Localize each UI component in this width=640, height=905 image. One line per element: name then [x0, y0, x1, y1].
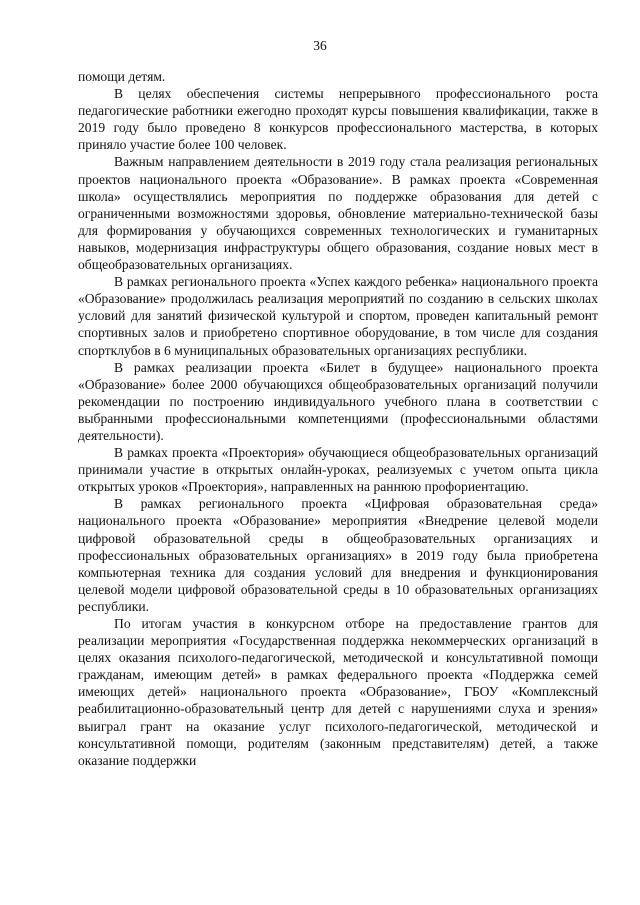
paragraph: Важным направлением деятельности в 2019 году стала реализация региональных проектов национального проекта «Образование». В рамках проекта «Современная школа» осуществлялись мероприятия по поддержке образования для детей с ограниченными возможностями здоровья, обновление материально-технической базы для формирования у обучающихся современных технологических и гуманитарных навыков, модернизация инфраструктуры общего образования, создание новых мест в общеобразовательных организациях.: [78, 154, 598, 273]
paragraph: По итогам участия в конкурсном отборе на предоставление грантов для реализации мероприятия «Государственная поддержка некоммерческих организаций в целях оказания психолого-педагогической, методической и консультативной помощи гражданам, имеющим детей» в рамках федерального проекта «Поддержка семей имеющих детей» национального проекта «Образование», ГБОУ «Комплексный реабилитационно-образовательный центр для детей с нарушениями слуха и зрения» выиграл грант на оказание услуг психолого-педагогической, методической и консультативной помощи, родителям (законным представителям) детей, а также оказание поддержки: [78, 616, 598, 768]
paragraph: В рамках регионального проекта «Успех каждого ребенка» национального проекта «Образование» продолжилась реализация мероприятий по созданию в сельских школах условий для занятий физической культурой и спортом, проведен капитальный ремонт спортивных залов и приобретено спортивное оборудование, в том числе для создания спортклубов в 6 муниципальных образовательных организациях республики.: [78, 274, 598, 358]
page-number: 36: [313, 38, 327, 53]
paragraph: В целях обеспечения системы непрерывного профессионального роста педагогические работники ежегодно проходят курсы повышения квалификации, также в 2019 году было проведено 8 конкурсов профессионального мастерства, в которых приняло участие более 100 человек.: [78, 86, 598, 153]
paragraph: В рамках регионального проекта «Цифровая образовательная среда» национального проекта «Образование» мероприятия «Внедрение целевой модели цифровой образовательной среды в общеобразовательных организациях и профессиональных образовательных организациях» в 2019 году была приобретена компьютерная техника для создания условий для внедрения и функционирования целевой модели цифровой образовательной среды в 10 образовательных организациях республики.: [78, 496, 598, 614]
paragraph: В рамках реализации проекта «Билет в будущее» национального проекта «Образование» более 2000 обучающихся общеобразовательных организаций получили рекомендации по построению индивидуального учебного плана в соответствии с выбранными профессиональными компетенциями (профессиональными областями деятельности).: [78, 359, 598, 443]
paragraph: В рамках проекта «Проектория» обучающиеся общеобразовательных организаций принимали участие в открытых онлайн-уроках, реализуемых с учетом опыта цикла открытых уроков «Проектория», направленных на раннюю профориентацию.: [78, 445, 598, 495]
body-text: [78, 68, 598, 769]
paragraph: помощи детям.: [78, 69, 166, 84]
